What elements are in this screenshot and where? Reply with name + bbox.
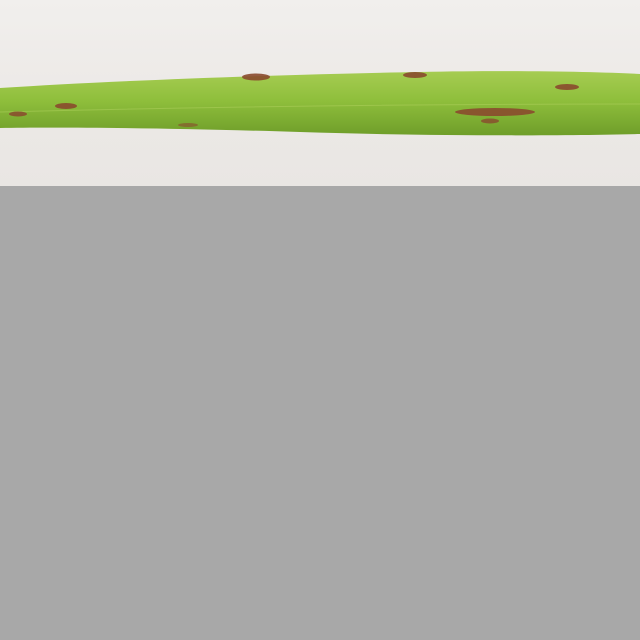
padding-region xyxy=(0,186,640,640)
lesion-spot xyxy=(403,72,427,78)
lesion-spot xyxy=(555,84,579,90)
lesion-spot xyxy=(55,103,77,109)
leaf-photo xyxy=(0,0,640,186)
lesion-spot xyxy=(242,74,270,81)
lesion-spot xyxy=(455,108,535,116)
lesion-spot xyxy=(178,123,198,127)
lesion-spot xyxy=(481,119,499,124)
photo-region xyxy=(0,0,640,186)
lesion-spot xyxy=(9,112,27,117)
leaf-blade xyxy=(0,71,640,135)
